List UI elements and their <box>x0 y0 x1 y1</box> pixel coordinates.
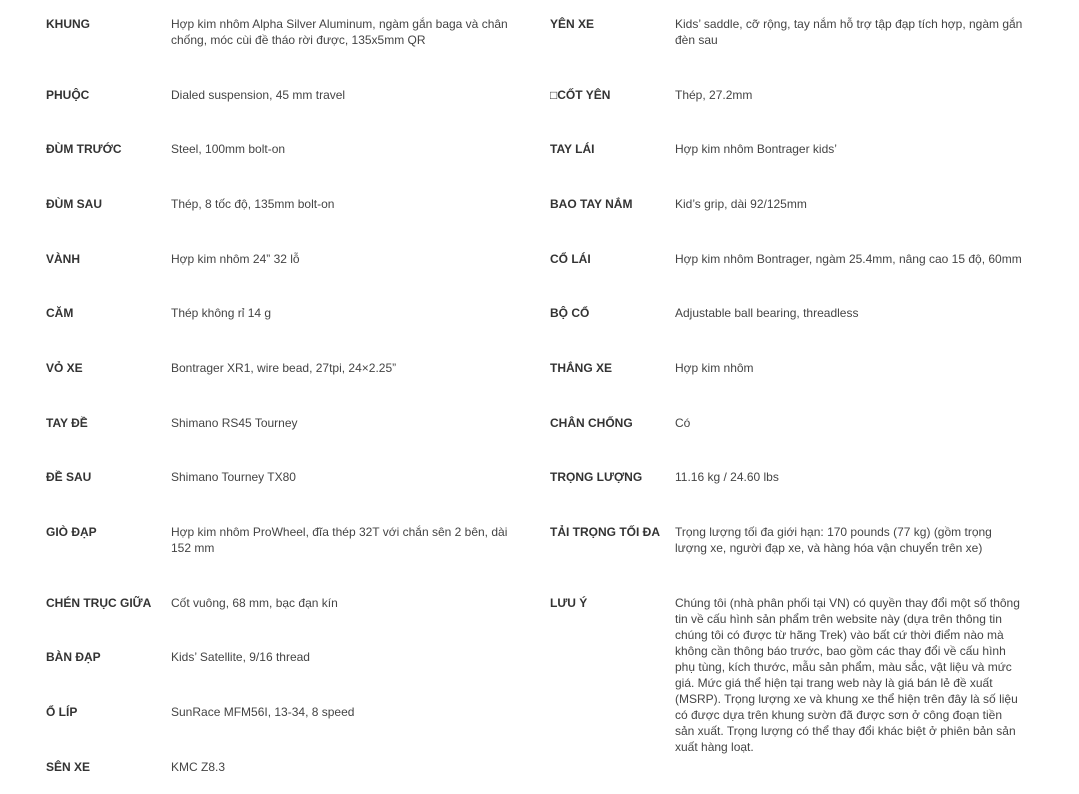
spec-value: Thép, 27.2mm <box>675 88 753 102</box>
spec-value: KMC Z8.3 <box>171 760 226 774</box>
spec-value: Hợp kim nhôm Bontrager, ngàm 25.4mm, nâng cao 15 độ, 60mm <box>675 252 1022 266</box>
spec-label: TẢI TRỌNG TỐI ĐA <box>550 525 660 539</box>
spec-label: ĐÙM TRƯỚC <box>46 142 122 156</box>
spec-label: □CỐT YÊN <box>550 88 611 102</box>
spec-value: Shimano RS45 Tourney <box>171 416 298 430</box>
spec-value: Steel, 100mm bolt-on <box>171 142 286 156</box>
spec-label: TAY ĐỀ <box>46 416 88 430</box>
spec-value: Adjustable ball bearing, threadless <box>675 306 859 320</box>
spec-label: TRỌNG LƯỢNG <box>550 470 643 484</box>
spec-value: Thép, 8 tốc độ, 135mm bolt-on <box>171 197 335 211</box>
spec-label: TAY LÁI <box>550 142 595 156</box>
spec-label: LƯU Ý <box>550 596 588 610</box>
spec-label: VỎ XE <box>46 361 83 375</box>
spec-value: Kid’s grip, dài 92/125mm <box>675 197 807 211</box>
spec-value: Kids’ saddle, cỡ rộng, tay nắm hỗ trợ tập đạp tích hợp, ngàm gắn đèn sau <box>675 17 1023 47</box>
spec-value: Chúng tôi (nhà phân phối tại VN) có quyền thay đổi một số thông tin về cấu hình sản phẩm trên website này (dựa trên thông tin chúng tôi có được từ hãng Trek) vào bất cứ thời điểm nào mà không cần thông báo trước, bao gồm các thay đổi về cấu hình phụ tùng, kích thước, mẫu sản phẩm, màu sắc, vật liệu và mức giá. Mức giá thể hiện tại trang web này là giá bán lẻ đề xuất (MSRP). Trọng lượng xe và khung xe thể hiện trên đây là số liệu có được dựa trên khung sườn đã được sơn ở công đoạn tiền sản xuất. Trọng lượng có thể thay đổi khác biệt ở phiên bản sản xuất hàng loạt. <box>675 596 1020 754</box>
spec-value: Shimano Tourney TX80 <box>171 470 296 484</box>
spec-label: KHUNG <box>46 17 90 31</box>
spec-label: SÊN XE <box>46 760 91 774</box>
spec-value: Bontrager XR1, wire bead, 27tpi, 24×2.25” <box>171 361 397 375</box>
spec-value: Có <box>675 416 691 430</box>
spec-label: ĐỀ SAU <box>46 470 92 484</box>
spec-value: Hợp kim nhôm Alpha Silver Aluminum, ngàm gắn baga và chân chống, móc cùi đề tháo rời được, 135x5mm QR <box>171 17 508 47</box>
spec-value: Dialed suspension, 45 mm travel <box>171 88 346 102</box>
spec-value: Kids’ Satellite, 9/16 thread <box>171 650 310 664</box>
spec-label: ĐÙM SAU <box>46 197 102 211</box>
spec-label: PHUỘC <box>46 88 90 102</box>
spec-value: Cốt vuông, 68 mm, bạc đạn kín <box>171 596 338 610</box>
spec-value: Trọng lượng tối đa giới hạn: 170 pounds (77 kg) (gồm trọng lượng xe, người đạp xe, và hàng hóa vận chuyển trên xe) <box>675 525 992 555</box>
spec-label: BỘ CỔ <box>550 306 590 320</box>
spec-label: THẮNG XE <box>550 361 613 375</box>
spec-label: Ổ LÍP <box>46 705 78 719</box>
spec-label: CHÂN CHỐNG <box>550 416 633 430</box>
spec-value: Hợp kim nhôm ProWheel, đĩa thép 32T với chắn sên 2 bên, dài 152 mm <box>171 525 508 555</box>
spec-value: SunRace MFM56I, 13-34, 8 speed <box>171 705 355 719</box>
spec-value: Hợp kim nhôm 24” 32 lỗ <box>171 252 300 266</box>
spec-value: Thép không rỉ 14 g <box>171 306 272 320</box>
spec-label: VÀNH <box>46 252 81 266</box>
spec-value: 11.16 kg / 24.60 lbs <box>675 470 779 484</box>
spec-value: Hợp kim nhôm <box>675 361 754 375</box>
spec-label: CHÉN TRỤC GIỮA <box>46 596 152 610</box>
spec-label: BÀN ĐẠP <box>46 650 101 664</box>
spec-label: CĂM <box>46 306 74 320</box>
spec-label: BAO TAY NẮM <box>550 197 633 211</box>
spec-label: GIÒ ĐẠP <box>46 525 97 539</box>
spec-value: Hợp kim nhôm Bontrager kids’ <box>675 142 837 156</box>
spec-label: CỔ LÁI <box>550 252 591 266</box>
spec-label: YÊN XE <box>550 17 595 31</box>
